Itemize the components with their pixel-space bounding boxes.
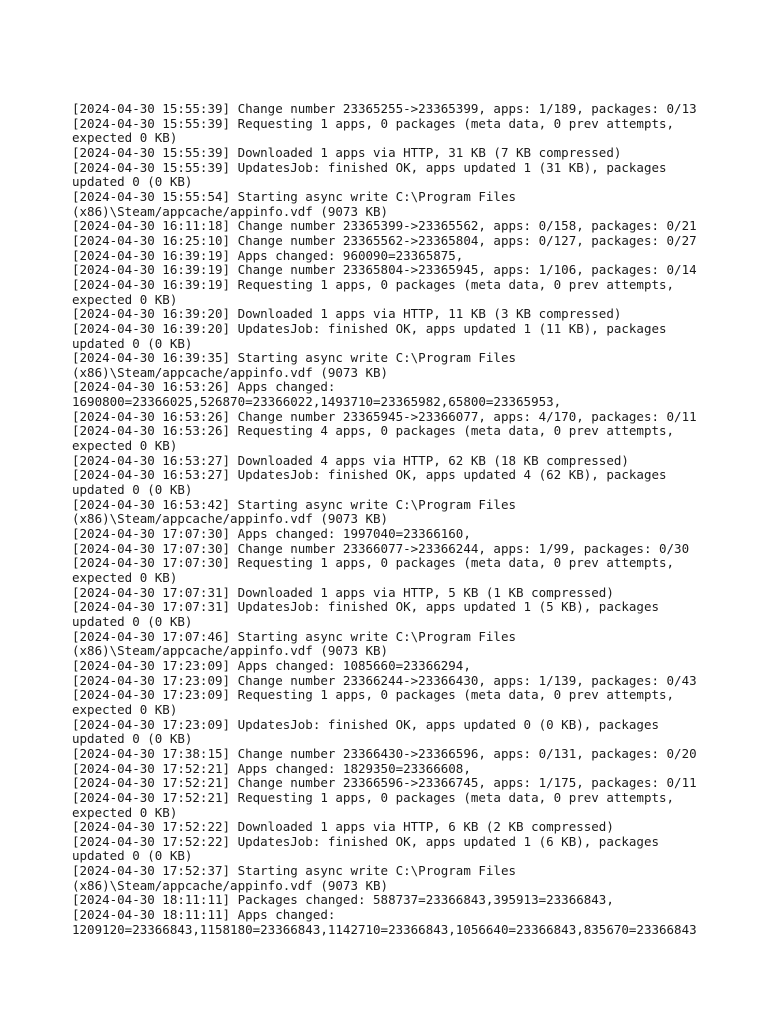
log-line: 1690800=23366025,526870=23366022,1493710=23365982,65800=23365953, <box>72 394 562 410</box>
log-line: [2024-04-30 15:55:39] UpdatesJob: finished OK, apps updated 1 (31 KB), packages <box>72 159 667 175</box>
log-line: updated 0 (0 KB) <box>72 848 193 864</box>
log-line: [2024-04-30 16:39:19] Requesting 1 apps, 0 packages (meta data, 0 prev attempts, <box>72 276 675 292</box>
log-line: (x86)\Steam/appcache/appinfo.vdf (9073 KB) <box>72 364 389 380</box>
log-line: updated 0 (0 KB) <box>72 613 193 629</box>
log-line: updated 0 (0 KB) <box>72 731 193 747</box>
log-line: [2024-04-30 16:39:19] Change number 23365804->23365945, apps: 1/106, packages: 0/14 <box>72 262 697 278</box>
log-line: [2024-04-30 17:07:46] Starting async write C:\Program Files <box>72 628 517 644</box>
log-line: [2024-04-30 17:52:21] Apps changed: 1829350=23366608, <box>72 760 471 776</box>
log-line: [2024-04-30 17:52:21] Change number 23366596->23366745, apps: 1/175, packages: 0/11 <box>72 775 697 791</box>
log-line: [2024-04-30 17:23:09] Apps changed: 1085660=23366294, <box>72 657 471 673</box>
log-line: [2024-04-30 16:39:19] Apps changed: 960090=23365875, <box>72 247 464 263</box>
log-line: [2024-04-30 17:07:30] Apps changed: 1997040=23366160, <box>72 526 471 542</box>
log-line: [2024-04-30 16:53:27] UpdatesJob: finished OK, apps updated 4 (62 KB), packages <box>72 467 667 483</box>
log-line: [2024-04-30 15:55:39] Change number 23365255->23365399, apps: 1/189, packages: 0/13 <box>72 101 697 116</box>
log-line: [2024-04-30 17:52:37] Starting async write C:\Program Files <box>72 863 517 879</box>
log-line: [2024-04-30 18:11:11] Packages changed: 588737=23366843,395913=23366843, <box>72 892 614 908</box>
log-line: [2024-04-30 15:55:39] Downloaded 1 apps via HTTP, 31 KB (7 KB compressed) <box>72 144 622 160</box>
log-line: expected 0 KB) <box>72 130 178 146</box>
log-line: [2024-04-30 16:25:10] Change number 23365562->23365804, apps: 0/127, packages: 0/27 <box>72 232 697 248</box>
log-line: [2024-04-30 17:23:09] Change number 23366244->23366430, apps: 1/139, packages: 0/43 <box>72 672 697 688</box>
log-line: [2024-04-30 16:39:20] Downloaded 1 apps via HTTP, 11 KB (3 KB compressed) <box>72 306 622 322</box>
log-line: [2024-04-30 15:55:54] Starting async write C:\Program Files <box>72 188 517 204</box>
log-line: [2024-04-30 17:23:09] UpdatesJob: finished OK, apps updated 0 (0 KB), packages <box>72 716 659 732</box>
log-line: 1209120=23366843,1158180=23366843,1142710=23366843,1056640=23366843,835670=23366843 <box>72 921 697 937</box>
log-line: [2024-04-30 15:55:39] Requesting 1 apps, 0 packages (meta data, 0 prev attempts, <box>72 115 675 131</box>
log-line: updated 0 (0 KB) <box>72 174 193 190</box>
log-line: [2024-04-30 17:23:09] Requesting 1 apps, 0 packages (meta data, 0 prev attempts, <box>72 687 675 703</box>
log-line: [2024-04-30 17:52:22] UpdatesJob: finished OK, apps updated 1 (6 KB), packages <box>72 833 659 849</box>
log-line: [2024-04-30 17:07:30] Change number 23366077->23366244, apps: 1/99, packages: 0/30 <box>72 540 690 556</box>
log-line: (x86)\Steam/appcache/appinfo.vdf (9073 KB) <box>72 643 389 659</box>
log-line: [2024-04-30 17:07:31] Downloaded 1 apps via HTTP, 5 KB (1 KB compressed) <box>72 584 614 600</box>
log-line: [2024-04-30 16:53:26] Change number 23365945->23366077, apps: 4/170, packages: 0/11 <box>72 408 697 424</box>
log-line: updated 0 (0 KB) <box>72 482 193 498</box>
log-line: expected 0 KB) <box>72 804 178 820</box>
log-line: (x86)\Steam/appcache/appinfo.vdf (9073 KB) <box>72 203 389 219</box>
log-line: [2024-04-30 16:53:27] Downloaded 4 apps via HTTP, 62 KB (18 KB compressed) <box>72 452 629 468</box>
log-line: [2024-04-30 17:52:21] Requesting 1 apps, 0 packages (meta data, 0 prev attempts, <box>72 789 675 805</box>
log-line: [2024-04-30 17:07:31] UpdatesJob: finished OK, apps updated 1 (5 KB), packages <box>72 599 659 615</box>
log-line: expected 0 KB) <box>72 701 178 717</box>
log-line: [2024-04-30 17:38:15] Change number 23366430->23366596, apps: 0/131, packages: 0/20 <box>72 745 697 761</box>
log-line: [2024-04-30 17:52:22] Downloaded 1 apps via HTTP, 6 KB (2 KB compressed) <box>72 819 614 835</box>
log-line: [2024-04-30 18:11:11] Apps changed: <box>72 907 336 923</box>
log-line: [2024-04-30 16:53:26] Requesting 4 apps, 0 packages (meta data, 0 prev attempts, <box>72 423 675 439</box>
log-line: (x86)\Steam/appcache/appinfo.vdf (9073 KB) <box>72 511 389 527</box>
log-line: [2024-04-30 16:39:35] Starting async write C:\Program Files <box>72 350 517 366</box>
log-line: [2024-04-30 17:07:30] Requesting 1 apps, 0 packages (meta data, 0 prev attempts, <box>72 555 675 571</box>
log-line: expected 0 KB) <box>72 570 178 585</box>
log-line: [2024-04-30 16:53:26] Apps changed: <box>72 379 336 395</box>
log-line: expected 0 KB) <box>72 291 178 307</box>
log-text-block <box>72 102 768 937</box>
log-line: [2024-04-30 16:53:42] Starting async write C:\Program Files <box>72 496 517 512</box>
log-line: [2024-04-30 16:39:20] UpdatesJob: finished OK, apps updated 1 (11 KB), packages <box>72 320 667 336</box>
log-line: updated 0 (0 KB) <box>72 335 193 351</box>
log-line: [2024-04-30 16:11:18] Change number 23365399->23365562, apps: 0/158, packages: 0/21 <box>72 218 697 234</box>
log-line: (x86)\Steam/appcache/appinfo.vdf (9073 KB) <box>72 877 389 893</box>
log-line: expected 0 KB) <box>72 438 178 454</box>
